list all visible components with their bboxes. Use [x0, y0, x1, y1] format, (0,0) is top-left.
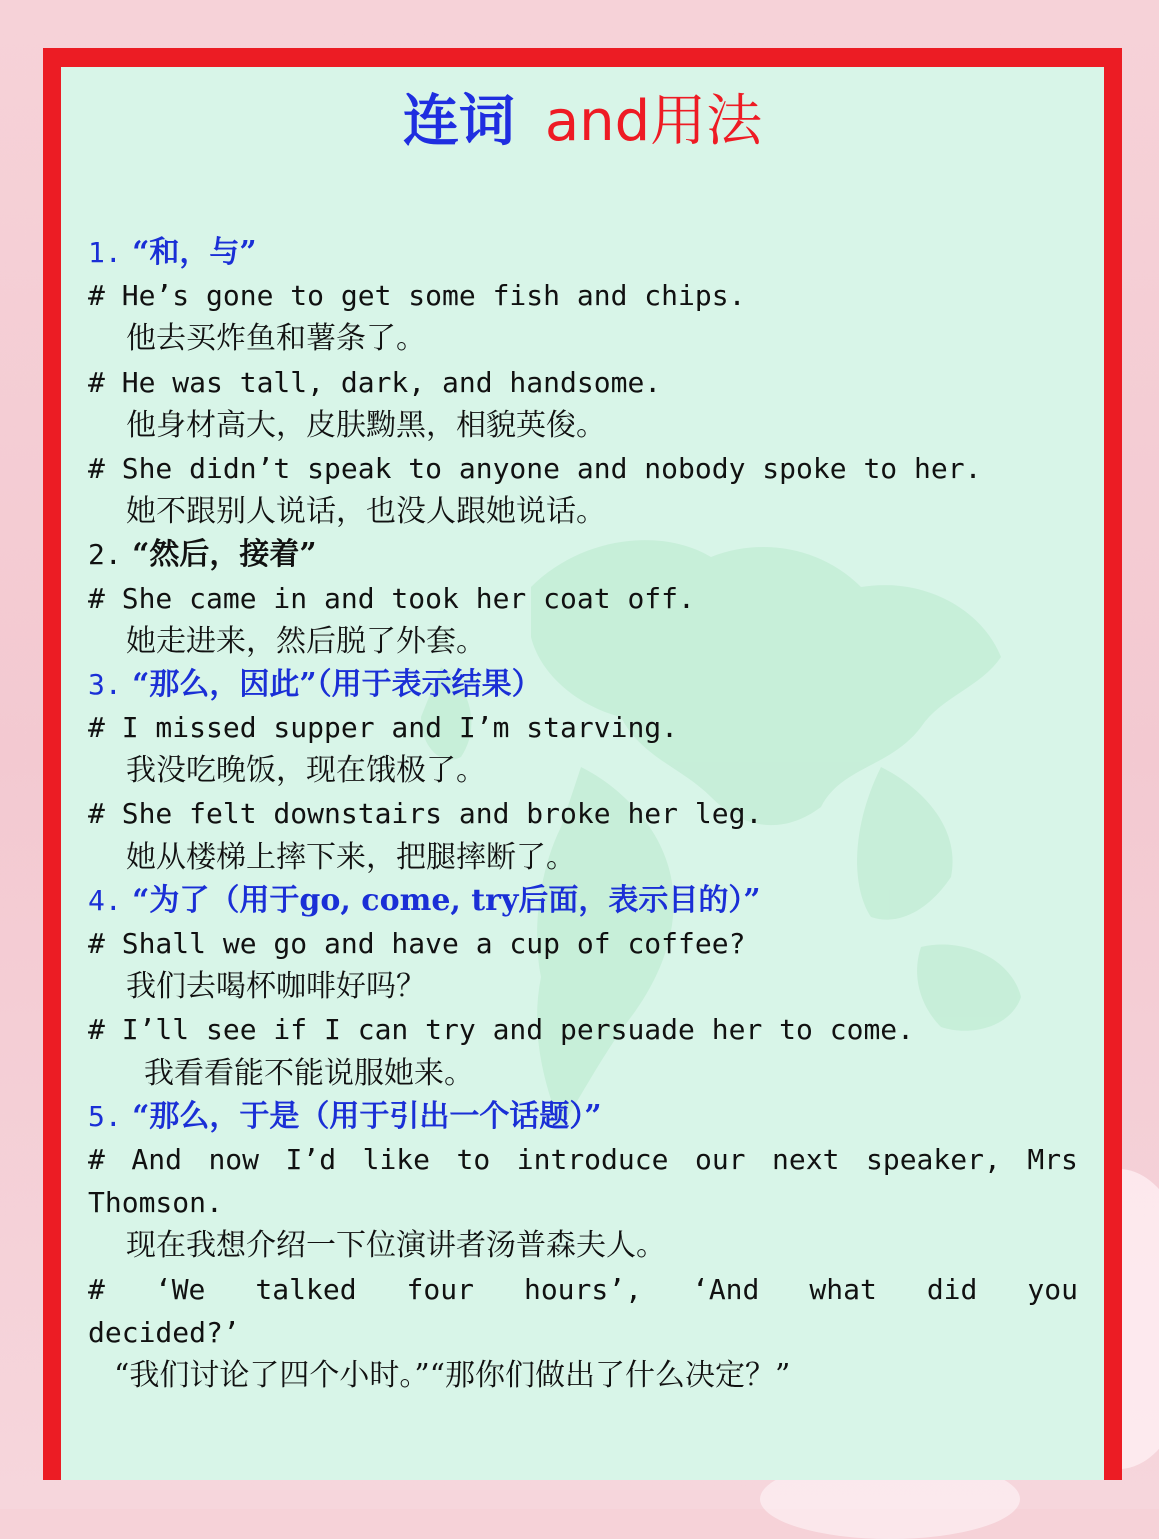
- usage-list: [88, 231, 1088, 1397]
- example-en-continued: Thomson.: [88, 1186, 223, 1220]
- example-word: four: [406, 1272, 474, 1306]
- example-word: you: [1027, 1272, 1078, 1306]
- example-word: And: [131, 1142, 182, 1176]
- example-en-continued: decided?’: [88, 1315, 240, 1349]
- example-en: # She came in and took her coat off.: [88, 581, 695, 615]
- example-word: I’d: [285, 1142, 337, 1176]
- example-zh: 我没吃晚饭，现在饿极了。: [126, 753, 486, 789]
- example-word: talked: [255, 1272, 357, 1306]
- example-zh: 她走进来，然后脱了外套。: [126, 623, 486, 659]
- example-en: # Shall we go and have a cup of coffee?: [88, 927, 746, 960]
- example-word: Mrs: [1027, 1142, 1078, 1176]
- section-meaning: “和，与”: [132, 235, 257, 270]
- example-en: # She felt downstairs and broke her leg.: [88, 797, 763, 831]
- section-heading-5: [88, 1095, 1088, 1138]
- example-zh: “我们讨论了四个小时。”“那你们做出了什么决定？”: [114, 1357, 791, 1393]
- example-word: to: [456, 1142, 491, 1176]
- example-word: introduce: [516, 1142, 669, 1176]
- example-en: # He’s gone to get some fish and chips.: [88, 279, 746, 313]
- section-heading-3: [88, 663, 1088, 706]
- red-border-frame: [43, 48, 1122, 1480]
- example-zh: 我们去喝杯咖啡好吗？: [126, 969, 426, 1005]
- section-meaning: “然后，接着”: [132, 537, 317, 573]
- section-heading-2: [88, 533, 1088, 576]
- content-panel: [61, 67, 1104, 1480]
- example-word: speaker,: [865, 1142, 1001, 1176]
- example-word: ‘And: [691, 1272, 760, 1306]
- example-zh: 她不跟别人说话，也没人跟她说话。: [126, 494, 606, 530]
- example-word: like: [362, 1142, 431, 1176]
- example-en-justified: [88, 1268, 1078, 1311]
- page-title: [61, 87, 1104, 157]
- example-zh: 现在我想介绍一下位演讲者汤普森夫人。: [126, 1228, 666, 1264]
- example-zh: 我看看能不能说服她来。: [144, 1055, 474, 1091]
- example-zh: 他去买炸鱼和薯条了。: [126, 321, 426, 357]
- example-word: now: [208, 1142, 260, 1176]
- title-and-usage: and用法: [544, 89, 763, 154]
- example-word: #: [88, 1272, 105, 1306]
- section-number: 2.: [88, 538, 122, 572]
- example-word: what: [809, 1272, 877, 1306]
- section-number: 4.: [88, 883, 122, 917]
- example-word: #: [88, 1142, 105, 1176]
- section-meaning: “那么，于是（用于引出一个话题）”: [132, 1098, 602, 1134]
- example-en: # I missed supper and I’m starving.: [88, 711, 679, 745]
- section-number: 1.: [88, 236, 122, 269]
- example-word: next: [772, 1142, 840, 1176]
- section-number: 3.: [88, 667, 122, 701]
- example-word: ‘We: [154, 1272, 206, 1306]
- section-meaning: “那么，因此”（用于表示结果）: [132, 666, 542, 702]
- example-zh: 他身材高大，皮肤黝黑，相貌英俊。: [126, 407, 606, 443]
- title-conjunction: 连词: [402, 89, 515, 154]
- section-heading-4: [88, 879, 1088, 922]
- example-zh: 她从楼梯上摔下来，把腿摔断了。: [126, 839, 576, 875]
- example-en: # I’ll see if I can try and persuade her to come.: [88, 1013, 915, 1047]
- example-en-justified: [88, 1138, 1078, 1181]
- example-en: # He was tall, dark, and handsome.: [88, 365, 662, 399]
- example-word: our: [694, 1142, 746, 1176]
- section-number: 5.: [88, 1099, 122, 1133]
- section-heading-1: [88, 231, 1088, 274]
- section-meaning: “为了（用于go, come, try后面，表示目的）”: [132, 882, 761, 918]
- example-en: # She didn’t speak to anyone and nobody spoke to her.: [88, 451, 982, 485]
- example-word: did: [926, 1272, 978, 1306]
- example-word: hours’,: [523, 1272, 642, 1306]
